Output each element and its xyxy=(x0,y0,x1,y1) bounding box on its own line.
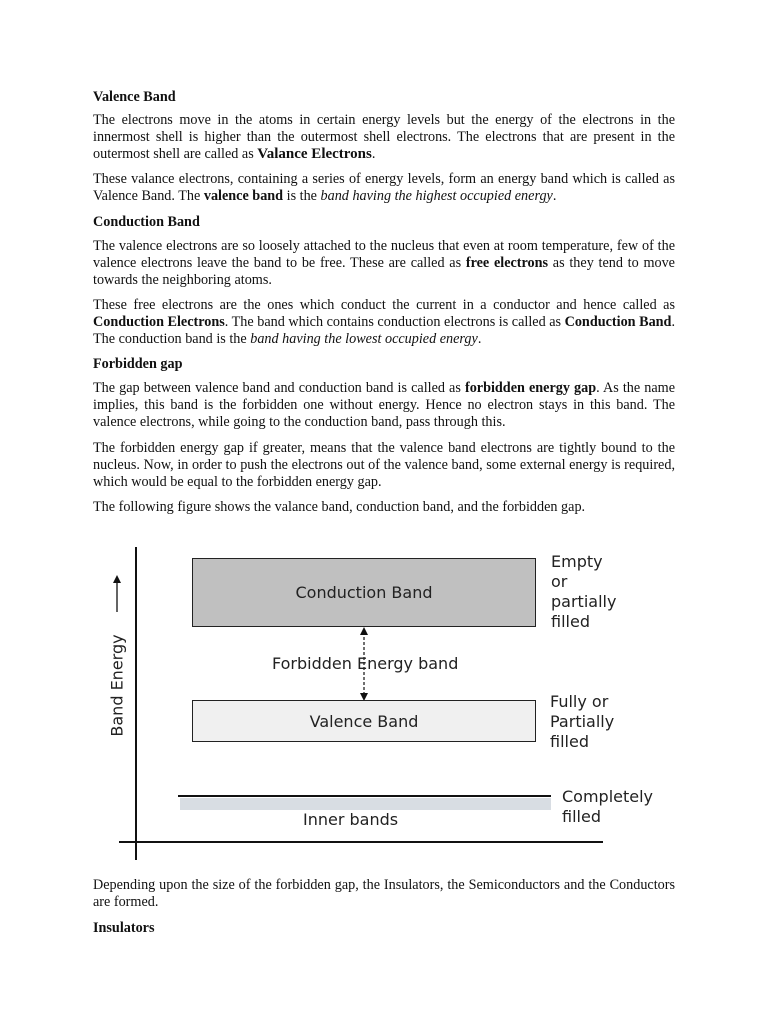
paragraph xyxy=(93,297,675,348)
note-line: filled xyxy=(550,732,589,751)
text: . xyxy=(477,331,482,347)
inner-fill-note xyxy=(562,787,653,827)
text: . xyxy=(552,188,557,204)
valence-band-box: Valence Band xyxy=(192,700,536,742)
text: is the xyxy=(283,188,321,204)
text: These free electrons are the ones which conduct the current in a conductor and hence called as xyxy=(93,297,675,313)
text: The valence electrons are so loosely attached to the nucleus that even at room temperature, few of the valence electrons leave the band to be free. These are called as xyxy=(93,238,675,271)
text: as they tend to move towards the neighboring atoms. xyxy=(93,255,675,288)
note-line: partially xyxy=(551,592,617,611)
note-line: Completely xyxy=(562,787,654,806)
heading-forbidden-gap: Forbidden gap xyxy=(93,356,183,372)
inner-band-fill xyxy=(180,798,551,810)
text: The electrons move in the atoms in certain energy levels but the energy of the electrons in the innermost shell is higher than the outermost shell electrons. The electrons that are present in the outermost shell are called as xyxy=(93,112,675,162)
heading-valence-band: Valence Band xyxy=(93,89,176,105)
heading-insulators: Insulators xyxy=(93,920,155,936)
text: These valance electrons, containing a series of energy levels, form an energy band which is called as Valence Band. The xyxy=(93,171,675,204)
bold-term: Conduction Electrons xyxy=(93,314,225,330)
conduction-fill-note xyxy=(551,552,616,632)
conduction-band-box: Conduction Band xyxy=(192,558,536,627)
text: . The band which contains conduction electrons is called as xyxy=(224,314,565,330)
y-axis xyxy=(135,547,137,860)
paragraph: Depending upon the size of the forbidden gap, the Insulators, the Semiconductors and the Conductors are formed. xyxy=(93,877,675,910)
note-line: Empty xyxy=(551,552,603,571)
note-line: Partially xyxy=(550,712,615,731)
up-arrow-icon xyxy=(110,574,124,614)
paragraph xyxy=(93,171,675,205)
bold-term: free electrons xyxy=(465,255,549,271)
bold-term: valence band xyxy=(203,188,284,204)
italic-text: band having the highest occupied energy xyxy=(320,188,553,204)
inner-bands-label: Inner bands xyxy=(303,810,399,829)
text: . The conduction band is the xyxy=(93,314,675,347)
italic-text: band having the lowest occupied energy xyxy=(250,331,478,347)
note-line: filled xyxy=(551,612,590,631)
bold-term: forbidden energy gap xyxy=(464,380,597,396)
paragraph xyxy=(93,380,675,431)
text: . As the name implies, this band is the forbidden one without energy. Hence no electron stays in this band. The valence electrons, while going to the conduction band, pass through this. xyxy=(93,380,675,430)
inner-band-line xyxy=(178,795,551,797)
paragraph: The forbidden energy gap if greater, means that the valence band electrons are tightly bound to the nucleus. Now, in order to push the electrons out of the valence band, some external energy is required, which would be equal to the forbidden energy gap. xyxy=(93,440,675,490)
note-line: or xyxy=(551,572,568,591)
heading-conduction-band: Conduction Band xyxy=(93,214,200,230)
y-axis-label: Band Energy xyxy=(107,634,127,737)
bold-term: Valance Electrons xyxy=(257,146,372,162)
forbidden-band-label: Forbidden Energy band xyxy=(272,654,459,673)
text: The gap between valence band and conduction band is called as xyxy=(93,380,465,396)
note-line: filled xyxy=(562,807,601,826)
text: . xyxy=(371,146,376,162)
note-line: Fully or xyxy=(550,692,609,711)
paragraph xyxy=(93,238,675,289)
paragraph: The following figure shows the valance band, conduction band, and the forbidden gap. xyxy=(93,499,586,515)
paragraph xyxy=(93,112,675,163)
bold-term: Conduction Band xyxy=(564,314,672,330)
valence-fill-note xyxy=(550,692,614,752)
x-axis xyxy=(119,841,603,843)
